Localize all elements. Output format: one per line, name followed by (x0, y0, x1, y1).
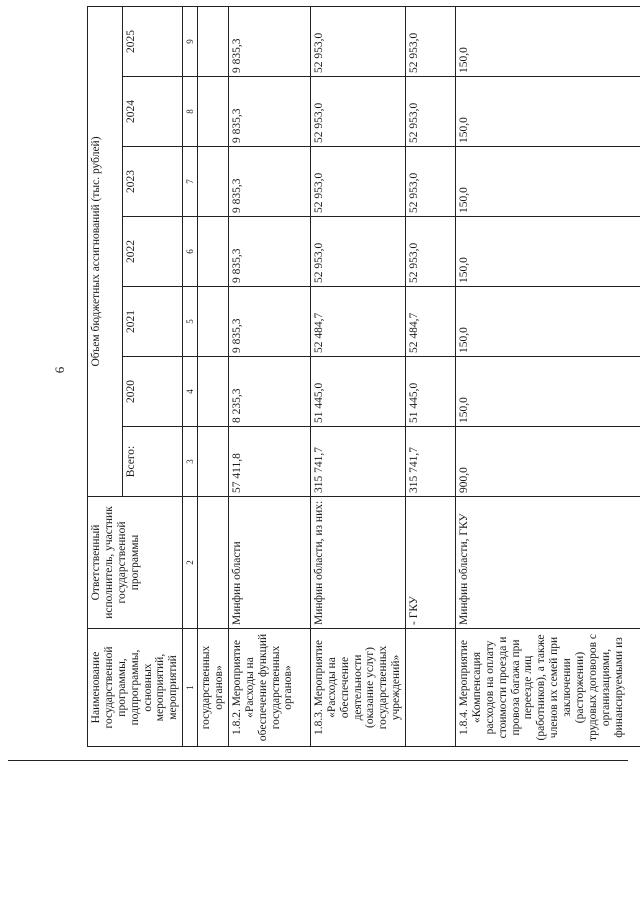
row-value-2024: 52 953,0 (310, 77, 405, 147)
row-total: 315 741,7 (406, 427, 456, 497)
row-value-2024: 52 953,0 (406, 77, 456, 147)
row-total: 315 741,7 (310, 427, 405, 497)
header-total-col: Всего: (123, 427, 183, 497)
table-row (198, 6, 229, 746)
row-value-2023: 9 835,3 (228, 147, 310, 217)
page-number: 6 (52, 366, 67, 374)
table-row (456, 6, 640, 746)
row-name: 1.8.2. Мероприятие «Расходы на обеспечение функций государственных органов» (228, 629, 310, 747)
table-row (310, 6, 405, 746)
row-name: 1.8.4. Мероприятие «Компенсация расходов на оплату стоимости проезда и провоза багажа при переезде лиц (работников), а также членов их семей при заключении (расторжении) трудовых договоров с организациями, финансируемыми из (456, 629, 640, 747)
row-total: 900,0 (456, 427, 640, 497)
header-budget-group: Объем бюджетных ассигнований (тыс. рублей) (88, 6, 123, 496)
column-number: 6 (183, 217, 198, 287)
row-value-2022 (198, 217, 229, 287)
rotated-page-content (87, 7, 639, 747)
header-year-2020: 2020 (123, 357, 183, 427)
header-name-col: Наименование государственной программы, подпрограммы, основных мероприятий, мероприятий (88, 629, 183, 747)
row-value-2025: 52 953,0 (310, 6, 405, 76)
row-value-2020: 8 235,3 (228, 357, 310, 427)
row-value-2021: 9 835,3 (228, 287, 310, 357)
row-value-2021: 52 484,7 (310, 287, 405, 357)
column-number: 8 (183, 77, 198, 147)
row-value-2025: 150,0 (456, 6, 640, 76)
row-name: государственных органов» (198, 629, 229, 747)
row-value-2021 (198, 287, 229, 357)
row-executor: Минфин области, ГКУ (456, 497, 640, 629)
row-value-2023 (198, 147, 229, 217)
row-value-2022: 52 953,0 (310, 217, 405, 287)
column-number: 7 (183, 147, 198, 217)
column-number: 4 (183, 357, 198, 427)
row-value-2020 (198, 357, 229, 427)
row-value-2024: 150,0 (456, 77, 640, 147)
row-executor: Минфин области (228, 497, 310, 629)
row-value-2020: 150,0 (456, 357, 640, 427)
row-value-2020: 51 445,0 (310, 357, 405, 427)
row-value-2024 (198, 77, 229, 147)
row-value-2023: 150,0 (456, 147, 640, 217)
header-year-2022: 2022 (123, 217, 183, 287)
row-value-2022: 9 835,3 (228, 217, 310, 287)
row-name: 1.8.3. Мероприятие «Расходы на обеспечение деятельности (оказание услуг) государственных учреждений» (310, 629, 405, 747)
row-value-2022: 52 953,0 (406, 217, 456, 287)
row-executor (198, 497, 229, 629)
header-year-2025: 2025 (123, 6, 183, 76)
row-value-2022: 150,0 (456, 217, 640, 287)
column-number: 2 (183, 497, 198, 629)
row-total (198, 427, 229, 497)
column-number: 3 (183, 427, 198, 497)
header-year-2024: 2024 (123, 77, 183, 147)
row-value-2024: 9 835,3 (228, 77, 310, 147)
row-value-2021: 150,0 (456, 287, 640, 357)
budget-table (87, 6, 640, 747)
header-executor-col: Ответственный исполнитель, участник государственной программы (88, 497, 183, 629)
column-number: 1 (183, 629, 198, 747)
row-value-2023: 52 953,0 (406, 147, 456, 217)
row-value-2021: 52 484,7 (406, 287, 456, 357)
row-value-2025: 52 953,0 (406, 6, 456, 76)
header-row-top (88, 6, 123, 746)
header-year-2021: 2021 (123, 287, 183, 357)
table-row (228, 6, 310, 746)
header-year-2023: 2023 (123, 147, 183, 217)
table-row (406, 6, 456, 746)
row-value-2023: 52 953,0 (310, 147, 405, 217)
row-value-2020: 51 445,0 (406, 357, 456, 427)
column-number-row (183, 6, 198, 746)
row-executor: - ГКУ (406, 497, 456, 629)
column-number: 5 (183, 287, 198, 357)
row-value-2025: 9 835,3 (228, 6, 310, 76)
bottom-rule (8, 760, 628, 761)
row-name (406, 629, 456, 747)
column-number: 9 (183, 6, 198, 76)
row-executor: Минфин области, из них: (310, 497, 405, 629)
row-value-2025 (198, 6, 229, 76)
row-total: 57 411,8 (228, 427, 310, 497)
